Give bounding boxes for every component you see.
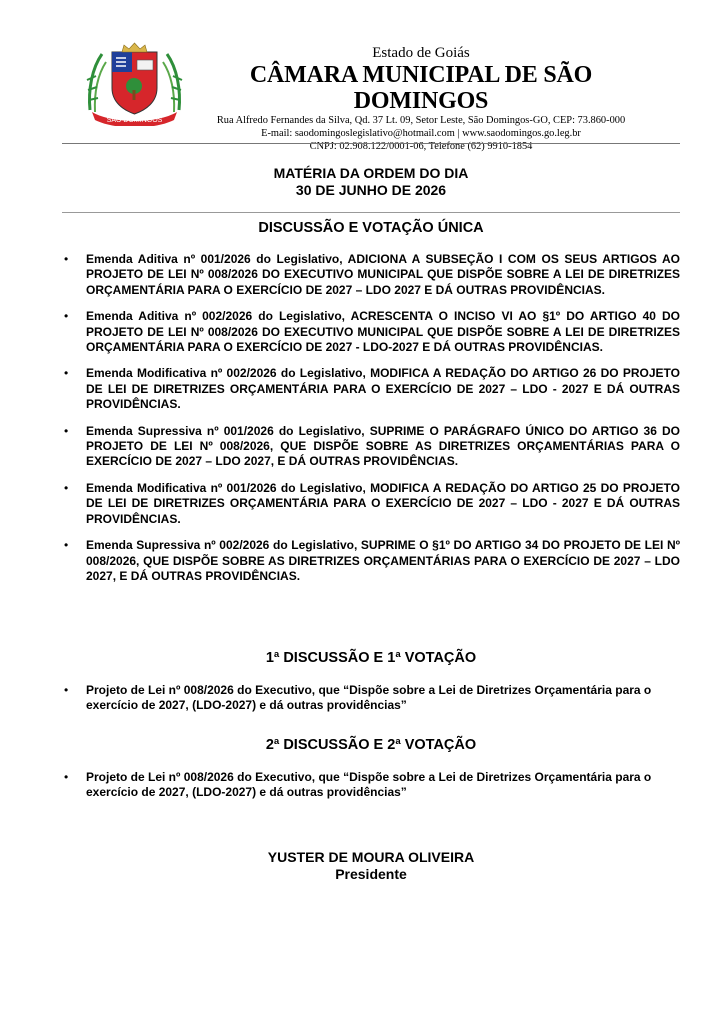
letterhead-text bbox=[190, 36, 652, 153]
list-item-text: Emenda Aditiva nº 002/2026 do Legislativo, ACRESCENTA O INCISO VI AO §1º DO ARTIGO 40 DO PROJETO DE LEI Nº 008/2026 DO EXECUTIVO MUNICIPAL QUE DISPÕE SOBRE A LEI DE DIRETRIZES ORÇAMENTÁRIA PARA O EXERCÍCIO DE 2027 - LDO-2027 E DÁ OUTRAS PROVIDÊNCIAS. bbox=[86, 309, 680, 355]
list-item bbox=[62, 366, 680, 412]
title-line-2: 30 DE JUNHO DE 2026 bbox=[295, 182, 447, 198]
bullet-icon: • bbox=[64, 366, 69, 381]
council-address: Rua Alfredo Fernandes da Silva, Qd. 37 Lt. 09, Setor Leste, São Domingos-GO, CEP: 73.860-000 bbox=[216, 115, 626, 126]
title-divider bbox=[62, 212, 680, 213]
list-item bbox=[62, 309, 680, 355]
section-heading: DISCUSSÃO E VOTAÇÃO ÚNICA bbox=[258, 220, 484, 236]
agenda-list bbox=[62, 770, 680, 801]
list-item-text: Emenda Aditiva nº 001/2026 do Legislativo, ADICIONA A SUBSEÇÃO I COM OS SEUS ARTIGOS AO PROJETO DE LEI Nº 008/2026 DO EXECUTIVO MUNICIPAL QUE DISPÕE SOBRE A LEI DE DIRETRIZES ORÇAMENTÁRIA PARA O EXERCÍCIO DE 2027 – LDO 2027 E DÁ OUTRAS PROVIDÊNCIAS. bbox=[86, 252, 680, 297]
bullet-icon: • bbox=[64, 423, 69, 438]
crest-ribbon-text: SÃO DOMINGOS bbox=[106, 117, 163, 124]
list-item-text: Emenda Supressiva nº 002/2026 do Legislativo, SUPRIME O §1º DO ARTIGO 34 DO PROJETO DE LEI Nº 008/2026, QUE DISPÕE SOBRE AS DIRETRIZES ORÇAMENTÁRIAS PARA O EXERCÍCIO DE 2027 – LDO 2027, E DÁ OUTRAS PROVIDÊNCIAS. bbox=[86, 538, 680, 583]
agenda-list bbox=[62, 683, 680, 714]
list-item-text: Projeto de Lei nº 008/2026 do Executivo, que “Dispõe sobre a Lei de Diretrizes Orçamentária para o exercício de 2027, (LDO-2027) e dá outras providências” bbox=[86, 683, 652, 713]
bullet-icon: • bbox=[64, 480, 69, 495]
section-heading: 1ª DISCUSSÃO E 1ª VOTAÇÃO bbox=[265, 650, 477, 666]
municipal-crest-icon bbox=[82, 40, 187, 126]
council-contact: E-mail: saodomingoslegislativo@hotmail.com | www.saodomingos.go.leg.br bbox=[261, 128, 581, 139]
agenda-list bbox=[62, 252, 680, 595]
signatory-name: YUSTER DE MOURA OLIVEIRA bbox=[267, 849, 475, 865]
title-line-1: MATÉRIA DA ORDEM DO DIA bbox=[273, 165, 469, 181]
bullet-icon: • bbox=[64, 538, 69, 553]
letterhead bbox=[82, 36, 652, 152]
council-name: CÂMARA MUNICIPAL DE SÃO DOMINGOS bbox=[249, 62, 593, 114]
list-item bbox=[62, 424, 680, 470]
list-item-text: Emenda Supressiva nº 001/2026 do Legislativo, SUPRIME O PARÁGRAFO ÚNICO DO ARTIGO 36 DO PROJETO DE LEI Nº 008/2026, QUE DISPÕE SOBRE AS DIRETRIZES ORÇAMENTÁRIAS PARA O EXERCÍCIO DE 2027 – LDO 2027, E DÁ OUTRAS PROVIDÊNCIAS. bbox=[86, 423, 680, 469]
state-name: Estado de Goiás bbox=[372, 45, 470, 61]
list-item-text: Projeto de Lei nº 008/2026 do Executivo, que “Dispõe sobre a Lei de Diretrizes Orçamentária para o exercício de 2027, (LDO-2027) e dá outras providências” bbox=[86, 770, 652, 800]
list-item bbox=[62, 538, 680, 584]
list-item bbox=[62, 252, 680, 298]
list-item-text: Emenda Modificativa nº 002/2026 do Legislativo, MODIFICA A REDAÇÃO DO ARTIGO 26 DO PROJETO DE LEI DE DIRETRIZES ORÇAMENTÁRIA PARA O EXERCÍCIO DE 2027 – LDO - 2027 E DÁ OUTRAS PROVIDÊNCIAS. bbox=[86, 366, 680, 412]
list-item-text: Emenda Modificativa nº 001/2026 do Legislativo, MODIFICA A REDAÇÃO DO ARTIGO 25 DO PROJETO DE LEI DE DIRETRIZES ORÇAMENTÁRIA PARA O EXERCÍCIO DE 2027 – LDO - 2027 E DÁ OUTRAS PROVIDÊNCIAS. bbox=[86, 480, 680, 526]
header-divider bbox=[62, 143, 680, 144]
bullet-icon: • bbox=[64, 683, 69, 697]
bullet-icon: • bbox=[64, 252, 69, 266]
list-item bbox=[62, 683, 680, 714]
signatory-role: Presidente bbox=[335, 866, 407, 882]
signature-block bbox=[62, 849, 680, 883]
section-heading: 2ª DISCUSSÃO E 2ª VOTAÇÃO bbox=[265, 737, 477, 753]
document-title bbox=[62, 165, 680, 199]
council-ids: CNPJ: 02.908.122/0001-06, Telefone (62) 9910-1854 bbox=[309, 141, 533, 152]
list-item bbox=[62, 481, 680, 527]
bullet-icon: • bbox=[64, 770, 69, 784]
list-item bbox=[62, 770, 680, 801]
bullet-icon: • bbox=[64, 309, 69, 324]
